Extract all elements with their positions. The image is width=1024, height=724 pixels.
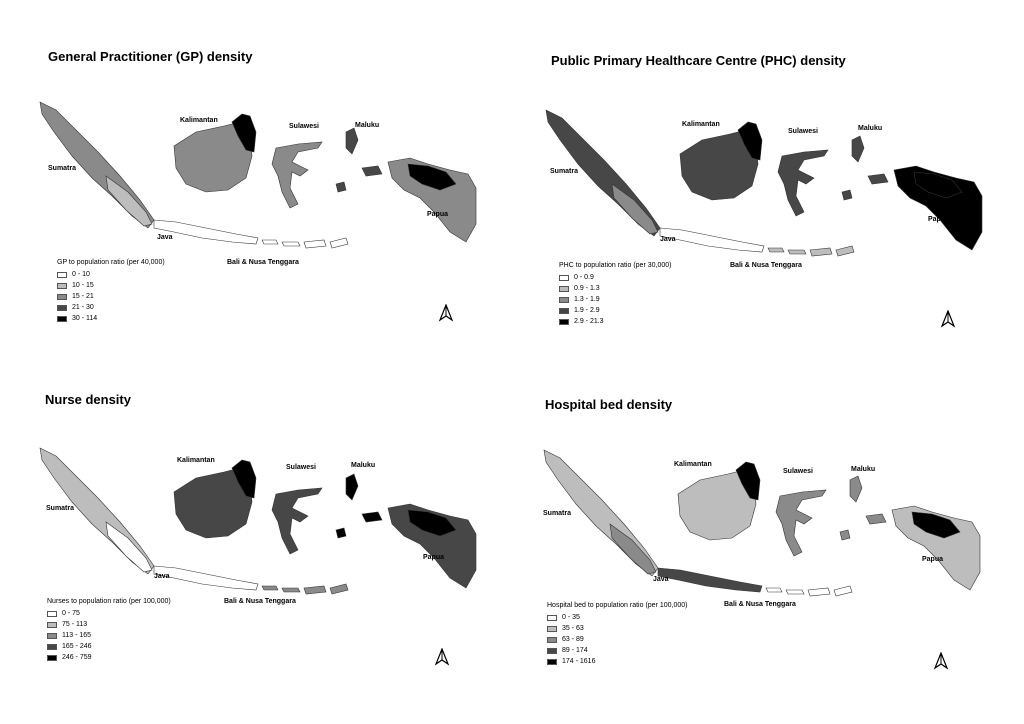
legend-swatch bbox=[559, 286, 569, 292]
region-label-papua: Papua bbox=[928, 216, 950, 223]
legend-item bbox=[47, 641, 171, 652]
sumatra-south-districts bbox=[106, 176, 152, 226]
legend-label: 0 - 10 bbox=[72, 271, 90, 278]
legend-swatch bbox=[57, 272, 67, 278]
region-label-sumatra: Sumatra bbox=[46, 505, 75, 512]
legend-swatch bbox=[57, 316, 67, 322]
legend-swatch bbox=[559, 297, 569, 303]
hospital-bed-density-panel bbox=[512, 362, 1024, 724]
legend-label: 89 - 174 bbox=[562, 647, 588, 654]
legend-item bbox=[57, 269, 165, 280]
region-label-sulawesi: Sulawesi bbox=[289, 123, 319, 130]
legend-swatch bbox=[559, 308, 569, 314]
legend-label: 2.9 - 21.3 bbox=[574, 318, 604, 325]
bali-nusa-tenggara-islands bbox=[262, 238, 348, 248]
legend-label: 165 - 246 bbox=[62, 643, 92, 650]
legend-swatch bbox=[47, 611, 57, 617]
legend-item bbox=[47, 630, 171, 641]
legend-title: Hospital bed to population ratio (per 100,000) bbox=[547, 602, 688, 609]
region-label-kalimantan: Kalimantan bbox=[177, 457, 215, 464]
legend-swatch bbox=[47, 644, 57, 650]
legend-label: 21 - 30 bbox=[72, 304, 94, 311]
legend-item bbox=[47, 619, 171, 630]
legend-label: 15 - 21 bbox=[72, 293, 94, 300]
region-label-bali-nusa: Bali & Nusa Tenggara bbox=[730, 262, 802, 269]
legend-swatch bbox=[57, 283, 67, 289]
region-label-java: Java bbox=[157, 234, 173, 241]
region-label-maluku: Maluku bbox=[351, 462, 376, 469]
legend-swatch bbox=[559, 319, 569, 325]
legend-item bbox=[57, 313, 165, 324]
legend-label: 246 - 759 bbox=[62, 654, 92, 661]
panel-title: General Practitioner (GP) density bbox=[48, 49, 253, 64]
legend-item bbox=[559, 272, 671, 283]
legend-swatch bbox=[57, 305, 67, 311]
region-label-sulawesi: Sulawesi bbox=[788, 128, 818, 135]
legend-label: 1.9 - 2.9 bbox=[574, 307, 600, 314]
sumatra-south-districts bbox=[612, 184, 658, 234]
phc-density-panel bbox=[512, 0, 1024, 362]
legend-swatch bbox=[547, 659, 557, 665]
legend-label: 10 - 15 bbox=[72, 282, 94, 289]
map-legend bbox=[547, 602, 687, 667]
region-label-maluku: Maluku bbox=[851, 466, 876, 473]
legend-title: GP to population ratio (per 40,000) bbox=[57, 259, 165, 266]
legend-title: Nurses to population ratio (per 100,000) bbox=[47, 598, 171, 605]
region-label-sulawesi: Sulawesi bbox=[783, 468, 813, 475]
legend-item bbox=[47, 608, 171, 619]
region-label-sumatra: Sumatra bbox=[543, 510, 572, 517]
legend-swatch bbox=[547, 637, 557, 643]
north-arrow-icon bbox=[438, 304, 454, 322]
legend-label: 1.3 - 1.9 bbox=[574, 296, 600, 303]
legend-swatch bbox=[547, 626, 557, 632]
legend-swatch bbox=[47, 655, 57, 661]
indonesia-map bbox=[36, 92, 480, 262]
legend-item bbox=[47, 652, 171, 663]
region-label-bali-nusa: Bali & Nusa Tenggara bbox=[224, 598, 296, 605]
region-label-sulawesi: Sulawesi bbox=[286, 464, 316, 471]
region-label-bali-nusa: Bali & Nusa Tenggara bbox=[724, 601, 796, 608]
legend-item bbox=[559, 305, 671, 316]
region-label-papua: Papua bbox=[423, 554, 445, 561]
region-label-sumatra: Sumatra bbox=[550, 168, 579, 175]
legend-label: 35 - 63 bbox=[562, 625, 584, 632]
region-label-maluku: Maluku bbox=[858, 125, 883, 132]
north-arrow-icon bbox=[434, 648, 450, 666]
legend-swatch bbox=[47, 633, 57, 639]
bali-nusa-tenggara-islands bbox=[768, 246, 854, 256]
legend-label: 113 - 165 bbox=[62, 632, 92, 639]
north-arrow-icon bbox=[940, 310, 956, 328]
maluku-islands bbox=[336, 128, 382, 192]
legend-swatch bbox=[547, 648, 557, 654]
legend-label: 0 - 75 bbox=[62, 610, 80, 617]
nurse-density-panel bbox=[0, 362, 512, 724]
indonesia-map bbox=[36, 438, 480, 608]
legend-label: 0 - 35 bbox=[562, 614, 580, 621]
legend-item bbox=[57, 291, 165, 302]
legend-label: 63 - 89 bbox=[562, 636, 584, 643]
legend-swatch bbox=[559, 275, 569, 281]
region-label-kalimantan: Kalimantan bbox=[674, 461, 712, 468]
legend-item bbox=[547, 612, 687, 623]
region-label-java: Java bbox=[154, 573, 170, 580]
legend-swatch bbox=[47, 622, 57, 628]
panel-title: Public Primary Healthcare Centre (PHC) density bbox=[551, 53, 846, 68]
map-legend bbox=[47, 598, 171, 663]
legend-item bbox=[559, 283, 671, 294]
gp-density-panel bbox=[0, 0, 512, 362]
legend-label: 75 - 113 bbox=[62, 621, 88, 628]
region-label-papua: Papua bbox=[922, 556, 944, 563]
bali-nusa-tenggara-islands bbox=[766, 586, 852, 596]
maluku-islands bbox=[840, 476, 886, 540]
sulawesi-island bbox=[776, 490, 826, 556]
legend-item bbox=[547, 645, 687, 656]
region-label-papua: Papua bbox=[427, 211, 449, 218]
maluku-islands bbox=[336, 474, 382, 538]
sulawesi-island bbox=[272, 142, 322, 208]
legend-item bbox=[547, 623, 687, 634]
map-legend bbox=[559, 262, 671, 327]
legend-title: PHC to population ratio (per 30,000) bbox=[559, 262, 672, 269]
legend-label: 174 - 1616 bbox=[562, 658, 596, 665]
panel-title: Hospital bed density bbox=[545, 397, 673, 412]
legend-swatch bbox=[547, 615, 557, 621]
indonesia-map bbox=[542, 100, 986, 270]
sumatra-south-districts bbox=[106, 522, 152, 572]
legend-label: 0.9 - 1.3 bbox=[574, 285, 600, 292]
legend-item bbox=[57, 302, 165, 313]
legend-item bbox=[57, 280, 165, 291]
region-label-java: Java bbox=[653, 576, 669, 583]
region-label-kalimantan: Kalimantan bbox=[180, 117, 218, 124]
java-island bbox=[658, 568, 762, 592]
region-label-bali-nusa: Bali & Nusa Tenggara bbox=[227, 259, 299, 266]
maluku-islands bbox=[842, 136, 888, 200]
sulawesi-island bbox=[778, 150, 828, 216]
region-label-maluku: Maluku bbox=[355, 122, 380, 129]
north-arrow-icon bbox=[933, 652, 949, 670]
legend-item bbox=[547, 634, 687, 645]
sulawesi-island bbox=[272, 488, 322, 554]
sumatra-south-districts bbox=[610, 524, 656, 574]
legend-item bbox=[559, 316, 671, 327]
region-label-kalimantan: Kalimantan bbox=[682, 121, 720, 128]
panel-title: Nurse density bbox=[45, 392, 131, 407]
region-label-sumatra: Sumatra bbox=[48, 165, 77, 172]
legend-swatch bbox=[57, 294, 67, 300]
legend-label: 0 - 0.9 bbox=[574, 274, 594, 281]
legend-item bbox=[559, 294, 671, 305]
region-label-java: Java bbox=[660, 236, 676, 243]
bali-nusa-tenggara-islands bbox=[262, 584, 348, 594]
legend-item bbox=[547, 656, 687, 667]
indonesia-map bbox=[540, 440, 984, 610]
legend-label: 30 - 114 bbox=[72, 315, 98, 322]
map-legend bbox=[57, 259, 165, 324]
